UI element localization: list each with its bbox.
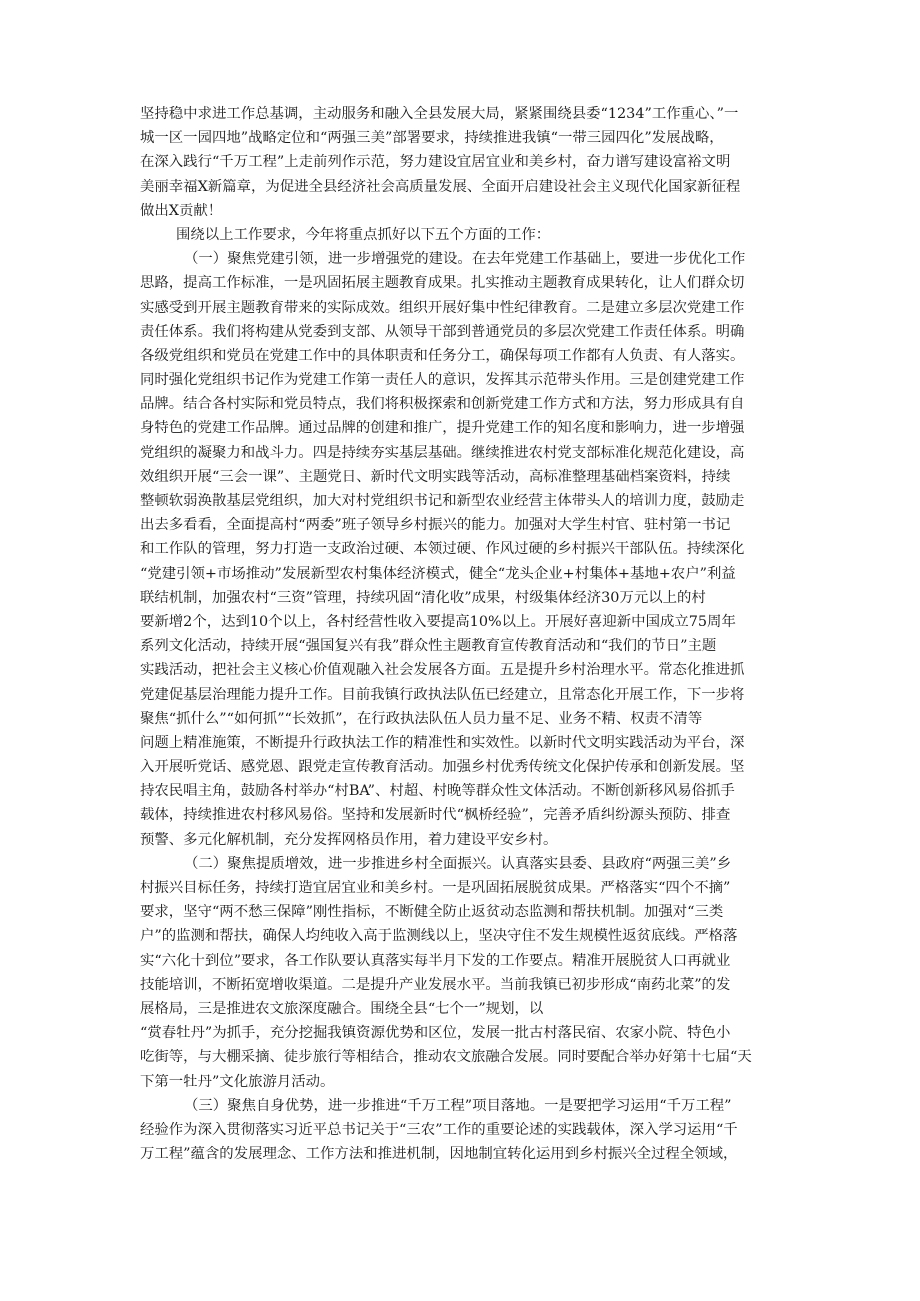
text-line: 和工作队的管理，努力打造一支政治过硬、本领过硬、作风过硬的乡村振兴干部队伍。持续深化 <box>140 541 745 558</box>
paragraph-overview <box>140 223 796 247</box>
text-line: 身特色的党建工作品牌。通过品牌的创建和推广，提升党建工作的知名度和影响力，进一步增强 <box>140 420 745 437</box>
text-line: 要新增2个，达到10个以上，各村经营性收入要提高10%以上。开展好喜迎新中国成立75周年 <box>140 613 736 630</box>
text-line: 美丽幸福X新篇章，为促进全县经济社会高质量发展、全面开启建设社会主义现代化国家新征程 <box>140 178 741 195</box>
text-line: 党组织的凝聚力和战斗力。四是持续夯实基层基础。继续推进农村党支部标准化规范化建设，高 <box>140 444 745 461</box>
text-line: “赏春牡丹”为抓手，充分挖掘我镇资源优势和区位，发展一批古村落民宿、农家小院、特色小 <box>140 1025 731 1042</box>
text-line: 在深入践行“千万工程”上走前列作示范，努力建设宜居宜业和美乡村，奋力谱写建设富裕文明 <box>140 154 731 171</box>
text-line: 坚持稳中求进工作总基调，主动服务和融入全县发展大局，紧紧围绕县委“1234”工作重心、”一 <box>140 106 739 122</box>
text-line: 吃街等，与大棚采摘、徒步旅行等相结合，推动农文旅融合发展。同时要配合举办好第十七届“天 <box>140 1049 752 1066</box>
paragraph-section-2 <box>140 852 796 1094</box>
text-line: 预警、多元化解机制，充分发挥网格员作用，着力建设平安乡村。 <box>140 831 558 848</box>
paragraph-section-1 <box>140 247 796 852</box>
text-line: 思路，提高工作标准，一是巩固拓展主题教育成果。扎实推动主题教育成果转化，让人们群众切 <box>140 275 745 292</box>
text-line: 城一区一园四地”战略定位和“两强三美”部署要求，持续推进我镇“一带三园四化”发展战略， <box>140 130 724 147</box>
text-line: 万工程”蕴含的发展理念、工作方法和推进机制，因地制宜转化运用到乡村振兴全过程全领域， <box>140 1146 738 1163</box>
text-line: “党建引领+市场推动”发展新型农村集体经济模式，健全“龙头企业+村集体+基地+农户”利益 <box>140 565 736 582</box>
text-line: 户”的监测和帮扶，确保人均纯收入高于监测线以上，坚决守住不发生规模性返贫底线。严格落 <box>140 928 738 945</box>
text-line: 展格局，三是推进农文旅深度融合。围绕全县“七个一”规划，以 <box>140 1000 544 1017</box>
paragraph-section-3 <box>140 1094 796 1167</box>
text-line: 村振兴目标任务，持续打造宜居宜业和美乡村。一是巩固拓展脱贫成果。严格落实“四个不摘” <box>140 880 731 896</box>
text-line: 经验作为深入贯彻落实习近平总书记关于“三农”工作的重要论述的实践载体，深入学习运用“千 <box>140 1121 738 1138</box>
text-line: 实“六化十到位”要求，各工作队要认真落实每半月下发的工作要点。精准开展脱贫人口再就业 <box>140 952 731 969</box>
text-line: 下第一牡丹”文化旅游月活动。 <box>140 1073 335 1090</box>
text-line: 实感受到开展主题教育带来的实际成效。组织开展好集中性纪律教育。二是建立多层次党建工作 <box>140 299 745 316</box>
text-line: 品牌。结合各村实际和党员特点，我们将积极探索和创新党建工作方式和方法，努力形成具有自 <box>140 396 745 413</box>
text-line: 各级党组织和党员在党建工作中的具体职责和任务分工，确保每项工作都有人负责、有人落实。 <box>140 347 745 364</box>
text-line: 效组织开展“三会一课”、主题党日、新时代文明实践等活动，高标准整理基础档案资料，持续 <box>140 468 731 485</box>
text-line: 系列文化活动，持续开展“强国复兴有我”群众性主题教育宣传教育活动和“我们的节日”主题 <box>140 638 717 655</box>
text-line: 问题上精准施策，不断提升行政执法工作的精准性和实效性。以新时代文明实践活动为平台，深 <box>140 734 745 751</box>
text-line: 出去多看看，全面提高村“两委”班子领导乡村振兴的能力。加强对大学生村官、驻村第一书记 <box>140 517 731 534</box>
paragraph-intro <box>140 102 796 223</box>
text-line: 做出X贡献！ <box>140 202 223 219</box>
text-line: 同时强化党组织书记作为党建工作第一责任人的意识，发挥其示范带头作用。三是创建党建工作 <box>140 372 745 389</box>
text-line: 整顿软弱涣散基层党组织，加大对村党组织书记和新型农业经营主体带头人的培训力度，鼓励走 <box>140 493 745 509</box>
text-line: 围绕以上工作要求，今年将重点抓好以下五个方面的工作： <box>176 226 551 243</box>
text-line: 入开展听党话、感党恩、跟党走宣传教育活动。加强乡村优秀传统文化保护传承和创新发展。坚 <box>140 759 745 776</box>
text-line: 持农民唱主角，鼓励各村举办“村BA”、村超、村晚等群众性文体活动。不断创新移风易俗抓手 <box>140 783 735 800</box>
text-line: （三）聚焦自身优势，进一步推进“千万工程”项目落地。一是要把学习运用“千万工程” <box>184 1097 732 1114</box>
text-line: 联结机制，加强农村“三资”管理，持续巩固“清化收”成果，村级集体经济30万元以上的村 <box>140 589 706 606</box>
text-line: 责任体系。我们将构建从党委到支部、从领导干部到普通党员的多层次党建工作责任体系。明确 <box>140 323 745 340</box>
text-line: （二）聚焦提质增效，进一步推进乡村全面振兴。认真落实县委、县政府“两强三美”乡 <box>184 855 732 872</box>
document-body <box>140 102 796 1166</box>
text-line: （一）聚焦党建引领，进一步增强党的建设。在去年党建工作基础上，要进一步优化工作 <box>184 251 746 268</box>
text-line: 聚焦“抓什么”“如何抓”“长效抓”，在行政执法队伍人员力量不足、业务不精、权责不清等 <box>140 710 703 727</box>
text-line: 载体，持续推进农村移风易俗。坚持和发展新时代“枫桥经验”，完善矛盾纠纷源头预防、排查 <box>140 807 731 824</box>
text-line: 技能培训，不断拓宽增收渠道。二是提升产业发展水平。当前我镇已初步形成“南药北菜”的发 <box>140 976 731 993</box>
text-line: 实践活动，把社会主义核心价值观融入社会发展各方面。五是提升乡村治理水平。常态化推进抓 <box>140 662 745 679</box>
text-line: 党建促基层治理能力提升工作。目前我镇行政执法队伍已经建立，且常态化开展工作，下一步将 <box>140 686 745 703</box>
text-line: 要求，坚守“两不愁三保障”刚性指标，不断健全防止返贫动态监测和帮扶机制。加强对“三类 <box>140 904 724 921</box>
